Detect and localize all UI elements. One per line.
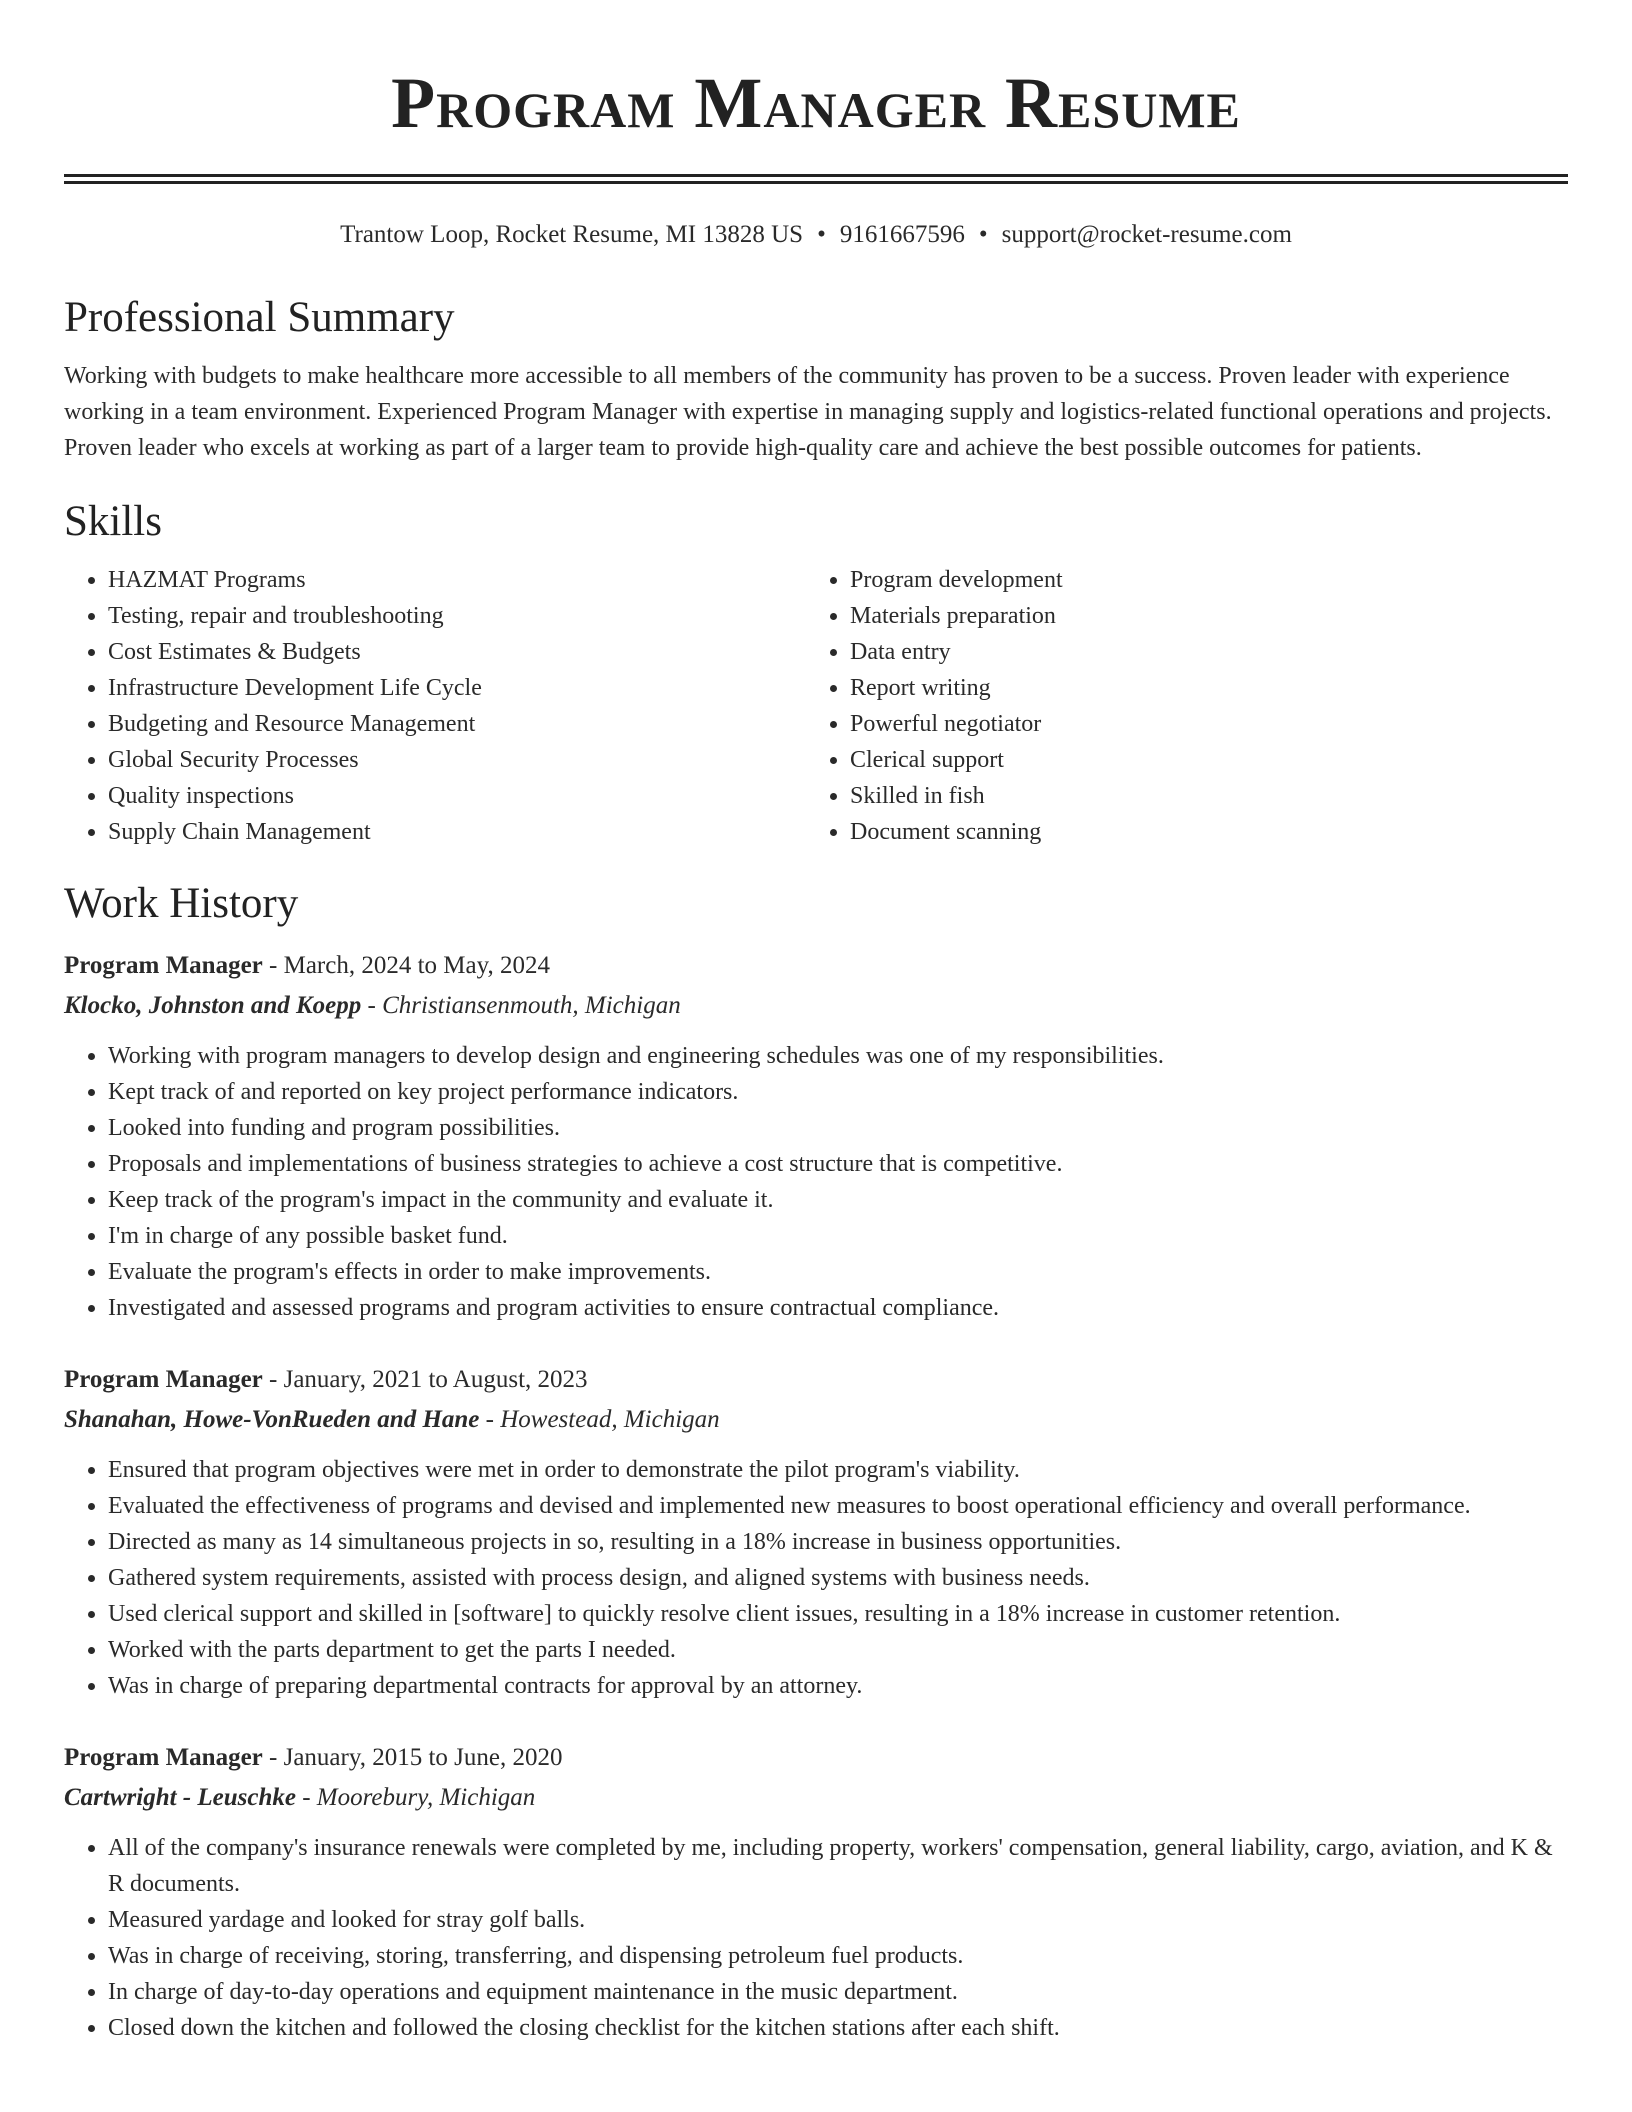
- skill-item: • Powerful negotiator: [850, 706, 1548, 742]
- job-title-line: [64, 946, 1568, 986]
- work-history-heading: Work History: [64, 880, 299, 927]
- skill-item: • Budgeting and Resource Management: [108, 706, 806, 742]
- skill-item: • Materials preparation: [850, 598, 1548, 634]
- job-title-line: [64, 1738, 1568, 1778]
- job-bullet: • Was in charge of receiving, storing, transferring, and dispensing petroleum fuel products.: [108, 1938, 1568, 1974]
- skills-list-left: [64, 562, 806, 850]
- skills-list-right: [806, 562, 1548, 850]
- job-company-line: [64, 1400, 1568, 1440]
- job-entry: [64, 946, 1568, 1326]
- job-bullet: • Measured yardage and looked for stray golf balls.: [108, 1902, 1568, 1938]
- job-bullet-list: [64, 1830, 1568, 2046]
- job-bullet: • Kept track of and reported on key project performance indicators.: [108, 1074, 1568, 1110]
- contact-line: [64, 218, 1568, 252]
- skills-grid: [64, 562, 1568, 850]
- job-title: Program Manager: [64, 952, 263, 979]
- job-company: Klocko, Johnston and Koepp: [64, 992, 362, 1019]
- job-dates: - January, 2015 to June, 2020: [262, 1744, 563, 1771]
- job-bullet: • Was in charge of preparing departmental contracts for approval by an attorney.: [108, 1668, 1568, 1704]
- job-bullet: • Proposals and implementations of business strategies to achieve a cost structure that is competitive.: [108, 1146, 1568, 1182]
- title-double-rule: [64, 174, 1568, 184]
- job-entry: [64, 1360, 1568, 1704]
- skill-item: • Skilled in fish: [850, 778, 1548, 814]
- job-company: Shanahan, Howe-VonRueden and Hane: [64, 1406, 480, 1433]
- job-company-line: [64, 986, 1568, 1026]
- skill-item: • Program development: [850, 562, 1548, 598]
- skill-item: • HAZMAT Programs: [108, 562, 806, 598]
- job-company-line: [64, 1778, 1568, 1818]
- job-bullet: • Ensured that program objectives were met in order to demonstrate the pilot program's viability.: [108, 1452, 1568, 1488]
- job-location: - Howestead, Michigan: [479, 1406, 720, 1433]
- contact-address: Trantow Loop, Rocket Resume, MI 13828 US: [340, 221, 804, 248]
- skill-item: • Report writing: [850, 670, 1548, 706]
- skills-heading: Skills: [64, 498, 162, 545]
- job-bullet-list: [64, 1452, 1568, 1704]
- contact-separator: •: [817, 221, 826, 248]
- job-bullet: • Directed as many as 14 simultaneous projects in so, resulting in a 18% increase in business opportunities.: [108, 1524, 1568, 1560]
- job-bullet: • In charge of day-to-day operations and equipment maintenance in the music department.: [108, 1974, 1568, 2010]
- skill-item: • Testing, repair and troubleshooting: [108, 598, 806, 634]
- job-bullet: • I'm in charge of any possible basket fund.: [108, 1218, 1568, 1254]
- skill-item: • Supply Chain Management: [108, 814, 806, 850]
- contact-phone: 9161667596: [839, 221, 965, 248]
- job-bullet: • Evaluated the effectiveness of programs and devised and implemented new measures to boost operational efficiency and overall performance.: [108, 1488, 1568, 1524]
- job-title-line: [64, 1360, 1568, 1400]
- job-entry: [64, 1738, 1568, 2046]
- skill-item: • Data entry: [850, 634, 1548, 670]
- skill-item: • Infrastructure Development Life Cycle: [108, 670, 806, 706]
- job-bullet: • Used clerical support and skilled in [software] to quickly resolve client issues, resulting in a 18% increase in customer retention.: [108, 1596, 1568, 1632]
- summary-text: Working with budgets to make healthcare more accessible to all members of the community has proven to be a success. Proven leader with experience working in a team environment. Experienced Program Manager with expertise in managing supply and logistics-related functional operations and projects. Proven leader who excels at working as part of a larger team to provide high-quality care and achieve the best possible outcomes for patients.: [64, 363, 1552, 461]
- job-bullet: • Worked with the parts department to get the parts I needed.: [108, 1632, 1568, 1668]
- job-bullet: • Gathered system requirements, assisted with process design, and aligned systems with business needs.: [108, 1560, 1568, 1596]
- skill-item: • Quality inspections: [108, 778, 806, 814]
- skill-item: • Clerical support: [850, 742, 1548, 778]
- job-location: - Christiansenmouth, Michigan: [361, 992, 681, 1019]
- job-bullet: • Evaluate the program's effects in order to make improvements.: [108, 1254, 1568, 1290]
- resume-title: Program Manager Resume: [391, 63, 1241, 143]
- job-company: Cartwright - Leuschke: [64, 1784, 296, 1811]
- skill-item: • Cost Estimates & Budgets: [108, 634, 806, 670]
- job-bullet: • All of the company's insurance renewals were completed by me, including property, workers' compensation, general liability, cargo, aviation, and K & R documents.: [108, 1830, 1568, 1902]
- job-bullet: • Closed down the kitchen and followed the closing checklist for the kitchen stations after each shift.: [108, 2010, 1568, 2046]
- skill-item: • Document scanning: [850, 814, 1548, 850]
- contact-separator: •: [978, 221, 988, 248]
- job-title: Program Manager: [64, 1366, 263, 1393]
- skill-item: • Global Security Processes: [108, 742, 806, 778]
- job-bullet: • Investigated and assessed programs and program activities to ensure contractual compliance.: [108, 1290, 1568, 1326]
- job-bullet: • Keep track of the program's impact in the community and evaluate it.: [108, 1182, 1568, 1218]
- job-dates: - March, 2024 to May, 2024: [262, 952, 551, 979]
- job-bullet-list: [64, 1038, 1568, 1326]
- contact-email: support@rocket-resume.com: [1001, 221, 1292, 248]
- job-bullet: • Working with program managers to develop design and engineering schedules was one of my responsibilities.: [108, 1038, 1568, 1074]
- summary-heading: Professional Summary: [64, 294, 455, 341]
- job-title: Program Manager: [64, 1744, 263, 1771]
- job-bullet: • Looked into funding and program possibilities.: [108, 1110, 1568, 1146]
- job-location: - Moorebury, Michigan: [295, 1784, 536, 1811]
- job-dates: - January, 2021 to August, 2023: [262, 1366, 588, 1393]
